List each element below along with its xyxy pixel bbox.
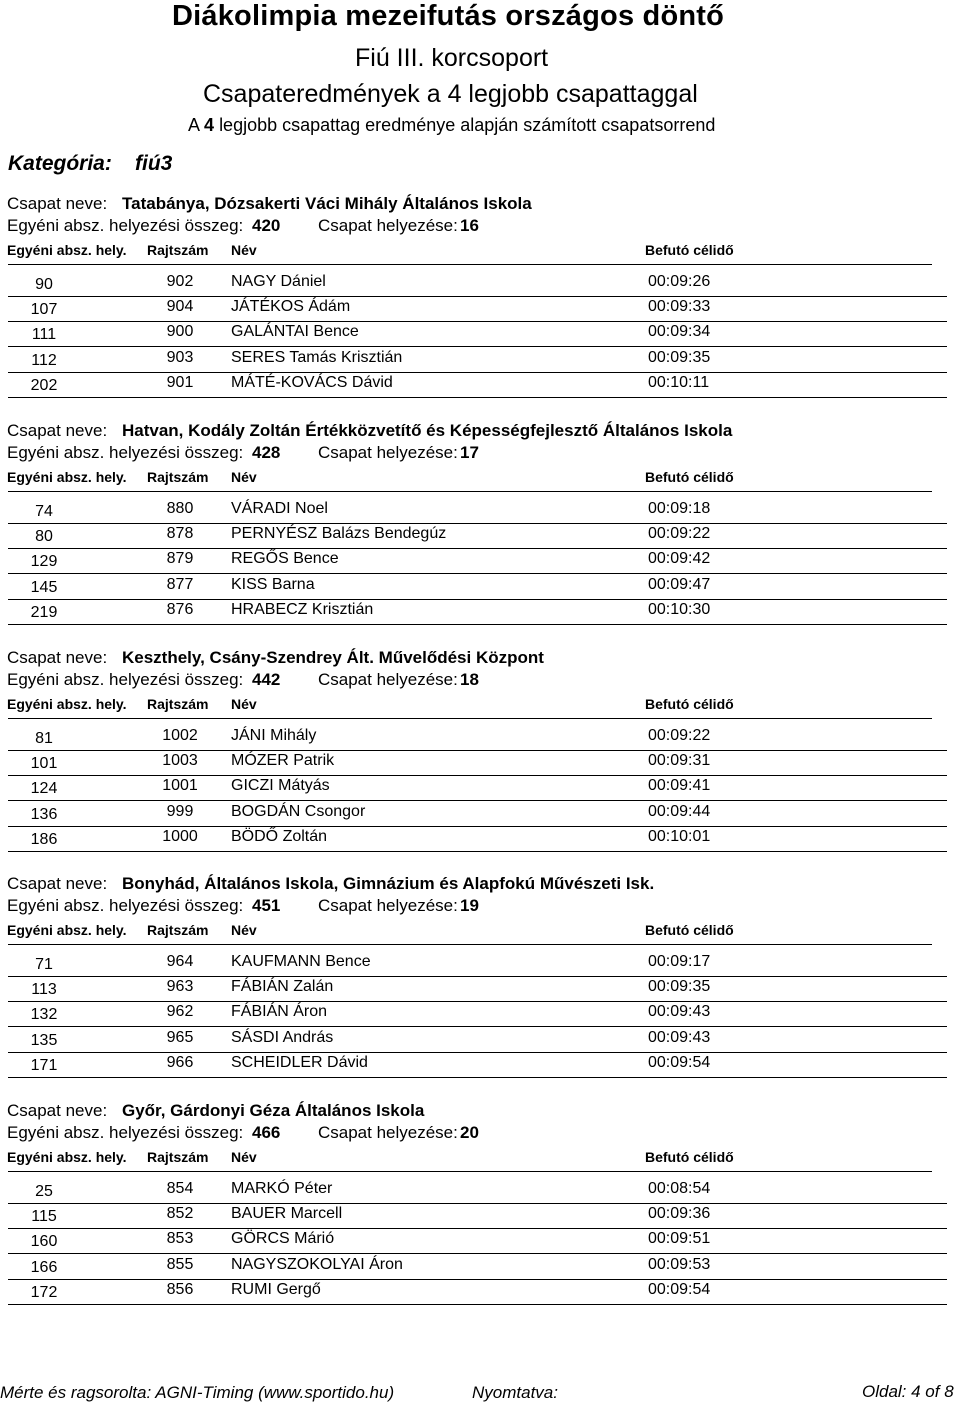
placement-sum-value: 466 <box>252 1123 281 1142</box>
runner-bib: 999 <box>166 802 194 820</box>
runner-bib: 855 <box>166 1255 194 1273</box>
team-rank-label: Csapat helyezése: <box>318 896 458 915</box>
runner-name: SCHEIDLER Dávid <box>231 1053 368 1071</box>
team-block <box>0 421 960 647</box>
runner-name: GALÁNTAI Bence <box>231 323 359 341</box>
column-header-name: Név <box>231 922 257 938</box>
runner-place: 219 <box>30 603 58 621</box>
table-row <box>0 599 960 624</box>
runner-bib: 964 <box>166 953 194 970</box>
team-rank-label: Csapat helyezése: <box>318 443 458 462</box>
runner-time: 00:09:35 <box>648 348 711 366</box>
row-divider <box>8 397 947 398</box>
header-divider <box>8 264 932 265</box>
runner-time: 00:09:22 <box>648 525 711 543</box>
table-row <box>0 750 960 775</box>
runner-place: 166 <box>30 1258 58 1276</box>
table-row <box>0 951 960 976</box>
runner-bib: 853 <box>166 1230 194 1248</box>
runner-name: BÖDŐ Zoltán <box>231 827 328 845</box>
ranking-caption <box>188 115 715 136</box>
runner-name: REGŐS Bence <box>231 550 339 568</box>
team-name-label: Csapat neve: <box>7 648 108 667</box>
column-header-time: Befutó célidő <box>645 922 734 938</box>
runner-time: 00:09:22 <box>648 727 711 744</box>
runner-time: 00:09:54 <box>648 1280 711 1298</box>
runner-bib: 1003 <box>162 752 198 770</box>
runner-name: NAGY Dániel <box>231 273 326 290</box>
runner-name: KAUFMANN Bence <box>231 953 371 970</box>
team-rank-value: 20 <box>460 1123 479 1142</box>
row-divider <box>8 1077 947 1078</box>
table-row <box>0 296 960 321</box>
runner-name: BAUER Marcell <box>231 1205 343 1223</box>
runner-bib: 963 <box>166 978 194 996</box>
table-row <box>0 1178 960 1203</box>
runner-bib: 852 <box>166 1205 194 1223</box>
team-block <box>0 1101 960 1327</box>
runner-name: SERES Tamás Krisztián <box>231 348 403 366</box>
runner-place: 160 <box>30 1233 58 1251</box>
runner-bib: 900 <box>166 323 194 341</box>
runner-bib: 904 <box>166 298 194 316</box>
placement-sum-value: 442 <box>252 670 281 689</box>
runner-bib: 879 <box>166 550 194 568</box>
runner-place: 129 <box>30 553 58 571</box>
table-row <box>0 801 960 826</box>
runner-name: BOGDÁN Csongor <box>231 802 366 820</box>
runner-bib: 1000 <box>162 827 198 845</box>
runner-place: 135 <box>30 1031 58 1049</box>
column-header-name: Név <box>231 469 257 485</box>
column-header-name: Név <box>231 696 257 712</box>
runner-time: 00:09:31 <box>648 752 711 770</box>
runner-name: VÁRADI Noel <box>231 500 328 517</box>
column-header-place: Egyéni absz. hely. <box>7 1149 127 1165</box>
runner-place: 74 <box>35 503 53 520</box>
team-block <box>0 194 960 420</box>
runner-bib: 966 <box>166 1053 194 1071</box>
runner-place: 25 <box>35 1183 53 1200</box>
caption-number: 4 <box>204 115 215 135</box>
runner-place: 90 <box>35 276 53 293</box>
row-divider <box>8 851 947 852</box>
runner-name: MÓZER Patrik <box>231 752 335 770</box>
runner-time: 00:09:43 <box>648 1028 711 1046</box>
team-rank-label: Csapat helyezése: <box>318 216 458 235</box>
category-label: Kategória: <box>8 152 112 175</box>
column-header-name: Név <box>231 1149 257 1165</box>
runner-name: GICZI Mátyás <box>231 777 330 795</box>
runner-bib: 1001 <box>162 777 198 795</box>
column-header-bib: Rajtszám <box>147 1149 209 1165</box>
team-name: Bonyhád, Általános Iskola, Gimnázium és Alapfokú Művészeti Isk. <box>122 874 655 893</box>
table-row <box>0 826 960 851</box>
runner-time: 00:09:54 <box>648 1053 711 1071</box>
runner-name: GÖRCS Márió <box>231 1230 335 1248</box>
team-name-label: Csapat neve: <box>7 194 108 213</box>
runner-time: 00:10:11 <box>648 373 710 391</box>
runner-time: 00:09:47 <box>648 575 711 593</box>
runner-bib: 962 <box>166 1003 194 1021</box>
header-divider <box>8 491 932 492</box>
table-row <box>0 1254 960 1279</box>
runner-place: 124 <box>30 780 58 798</box>
column-header-time: Befutó célidő <box>645 469 734 485</box>
runner-time: 00:09:36 <box>648 1205 711 1223</box>
placement-sum-label: Egyéni absz. helyezési összeg: <box>7 216 244 235</box>
table-row <box>0 498 960 523</box>
header-divider <box>8 944 932 945</box>
team-name-label: Csapat neve: <box>7 874 108 893</box>
runner-time: 00:09:35 <box>648 978 711 996</box>
table-row <box>0 1001 960 1026</box>
runner-name: JÁNI Mihály <box>231 727 317 744</box>
runner-bib: 854 <box>166 1180 194 1197</box>
runner-name: RUMI Gergő <box>231 1280 321 1298</box>
table-row <box>0 321 960 346</box>
placement-sum-label: Egyéni absz. helyezési összeg: <box>7 670 244 689</box>
runner-place: 81 <box>35 730 53 747</box>
column-header-place: Egyéni absz. hely. <box>7 242 127 258</box>
runner-place: 186 <box>30 830 58 848</box>
team-block <box>0 874 960 1100</box>
placement-sum-value: 420 <box>252 216 281 235</box>
runner-time: 00:10:30 <box>648 600 711 618</box>
table-row <box>0 1052 960 1077</box>
table-row <box>0 1228 960 1253</box>
runner-name: MARKÓ Péter <box>231 1180 333 1197</box>
table-row <box>0 347 960 372</box>
runner-place: 101 <box>30 755 58 773</box>
age-group-subtitle: Fiú III. korcsoport <box>355 44 549 72</box>
runner-place: 115 <box>31 1208 57 1226</box>
runner-place: 132 <box>30 1006 58 1024</box>
runner-place: 202 <box>30 376 58 394</box>
runner-place: 111 <box>31 326 57 344</box>
runner-place: 113 <box>31 981 57 999</box>
column-header-name: Név <box>231 242 257 258</box>
column-header-place: Egyéni absz. hely. <box>7 922 127 938</box>
runner-place: 145 <box>30 578 58 596</box>
team-name-label: Csapat neve: <box>7 1101 108 1120</box>
footer-credit: Mérte és ragsorolta: AGNI-Timing (www.sportido.hu) <box>0 1383 395 1402</box>
caption-rest: legjobb csapattag eredménye alapján számított csapatsorrend <box>219 115 716 135</box>
runner-bib: 901 <box>166 373 194 391</box>
row-divider <box>8 624 947 625</box>
runner-time: 00:10:01 <box>648 827 711 845</box>
runner-name: PERNYÉSZ Balázs Bendegúz <box>231 525 447 543</box>
runner-time: 00:09:53 <box>648 1255 711 1273</box>
footer-page-number: Oldal: 4 of 8 <box>862 1382 954 1401</box>
runner-time: 00:09:42 <box>648 550 711 568</box>
table-row <box>0 548 960 573</box>
column-header-time: Befutó célidő <box>645 696 734 712</box>
runner-name: NAGYSZOKOLYAI Áron <box>231 1255 403 1273</box>
table-row <box>0 271 960 296</box>
column-header-place: Egyéni absz. hely. <box>7 469 127 485</box>
runner-place: 112 <box>31 351 57 369</box>
team-name: Keszthely, Csány-Szendrey Ált. Művelődési Központ <box>122 648 544 667</box>
column-header-time: Befutó célidő <box>645 1149 734 1165</box>
runner-bib: 856 <box>166 1280 194 1298</box>
runner-place: 171 <box>30 1056 58 1074</box>
team-rank-value: 19 <box>460 896 479 915</box>
runner-name: FÁBIÁN Zalán <box>231 978 334 996</box>
page-title: Diákolimpia mezeifutás országos döntő <box>172 0 725 32</box>
runner-bib: 876 <box>166 600 194 618</box>
placement-sum-label: Egyéni absz. helyezési összeg: <box>7 1123 244 1142</box>
caption-prefix: A <box>188 115 200 135</box>
column-header-place: Egyéni absz. hely. <box>7 696 127 712</box>
runner-time: 00:08:54 <box>648 1180 711 1197</box>
runner-bib: 903 <box>166 348 194 366</box>
runner-time: 00:09:26 <box>648 273 711 290</box>
column-header-bib: Rajtszám <box>147 922 209 938</box>
runner-place: 71 <box>35 956 53 973</box>
runner-time: 00:09:18 <box>648 500 711 517</box>
results-heading: Csapateredmények a 4 legjobb csapattaggal <box>203 80 698 108</box>
team-name: Győr, Gárdonyi Géza Általános Iskola <box>122 1101 425 1120</box>
runner-time: 00:09:17 <box>648 953 711 970</box>
table-row <box>0 1027 960 1052</box>
table-row <box>0 725 960 750</box>
placement-sum-value: 428 <box>252 443 281 462</box>
team-name: Tatabánya, Dózsakerti Váci Mihály Általános Iskola <box>122 194 532 213</box>
runner-place: 172 <box>30 1283 58 1301</box>
table-row <box>0 1203 960 1228</box>
team-name: Hatvan, Kodály Zoltán Értékközvetítő és Képességfejlesztő Általános Iskola <box>122 421 733 440</box>
team-block <box>0 648 960 874</box>
category-value: fiú3 <box>135 152 173 175</box>
runner-time: 00:09:43 <box>648 1003 711 1021</box>
column-header-time: Befutó célidő <box>645 242 734 258</box>
runner-bib: 877 <box>166 575 194 593</box>
row-divider <box>8 1304 947 1305</box>
runner-time: 00:09:33 <box>648 298 711 316</box>
runner-name: SÁSDI András <box>231 1028 334 1046</box>
runner-time: 00:09:51 <box>648 1230 711 1248</box>
header-divider <box>8 718 932 719</box>
runner-name: FÁBIÁN Áron <box>231 1003 328 1021</box>
runner-bib: 965 <box>166 1028 194 1046</box>
runner-time: 00:09:34 <box>648 323 711 341</box>
footer-printed: Nyomtatva: <box>472 1383 558 1402</box>
column-header-bib: Rajtszám <box>147 696 209 712</box>
team-name-label: Csapat neve: <box>7 421 108 440</box>
table-row <box>0 775 960 800</box>
table-row <box>0 976 960 1001</box>
runner-bib: 902 <box>166 273 194 290</box>
runner-place: 136 <box>30 805 58 823</box>
team-rank-value: 16 <box>460 216 479 235</box>
runner-bib: 1002 <box>162 727 198 744</box>
runner-place: 107 <box>30 301 58 319</box>
runner-name: MÁTÉ-KOVÁCS Dávid <box>231 373 393 391</box>
table-row <box>0 372 960 397</box>
team-rank-label: Csapat helyezése: <box>318 1123 458 1142</box>
column-header-bib: Rajtszám <box>147 469 209 485</box>
runner-name: HRABECZ Krisztián <box>231 600 374 618</box>
team-rank-value: 17 <box>460 443 479 462</box>
runner-place: 80 <box>35 528 53 546</box>
runner-time: 00:09:41 <box>648 777 711 795</box>
runner-bib: 880 <box>166 500 194 517</box>
runner-name: JÁTÉKOS Ádám <box>231 298 351 316</box>
column-header-bib: Rajtszám <box>147 242 209 258</box>
table-row <box>0 574 960 599</box>
placement-sum-label: Egyéni absz. helyezési összeg: <box>7 443 244 462</box>
table-row <box>0 1279 960 1304</box>
team-rank-value: 18 <box>460 670 479 689</box>
placement-sum-value: 451 <box>252 896 281 915</box>
runner-name: KISS Barna <box>231 575 315 593</box>
header-divider <box>8 1171 932 1172</box>
placement-sum-label: Egyéni absz. helyezési összeg: <box>7 896 244 915</box>
team-rank-label: Csapat helyezése: <box>318 670 458 689</box>
runner-bib: 878 <box>166 525 194 543</box>
table-row <box>0 523 960 548</box>
runner-time: 00:09:44 <box>648 802 711 820</box>
